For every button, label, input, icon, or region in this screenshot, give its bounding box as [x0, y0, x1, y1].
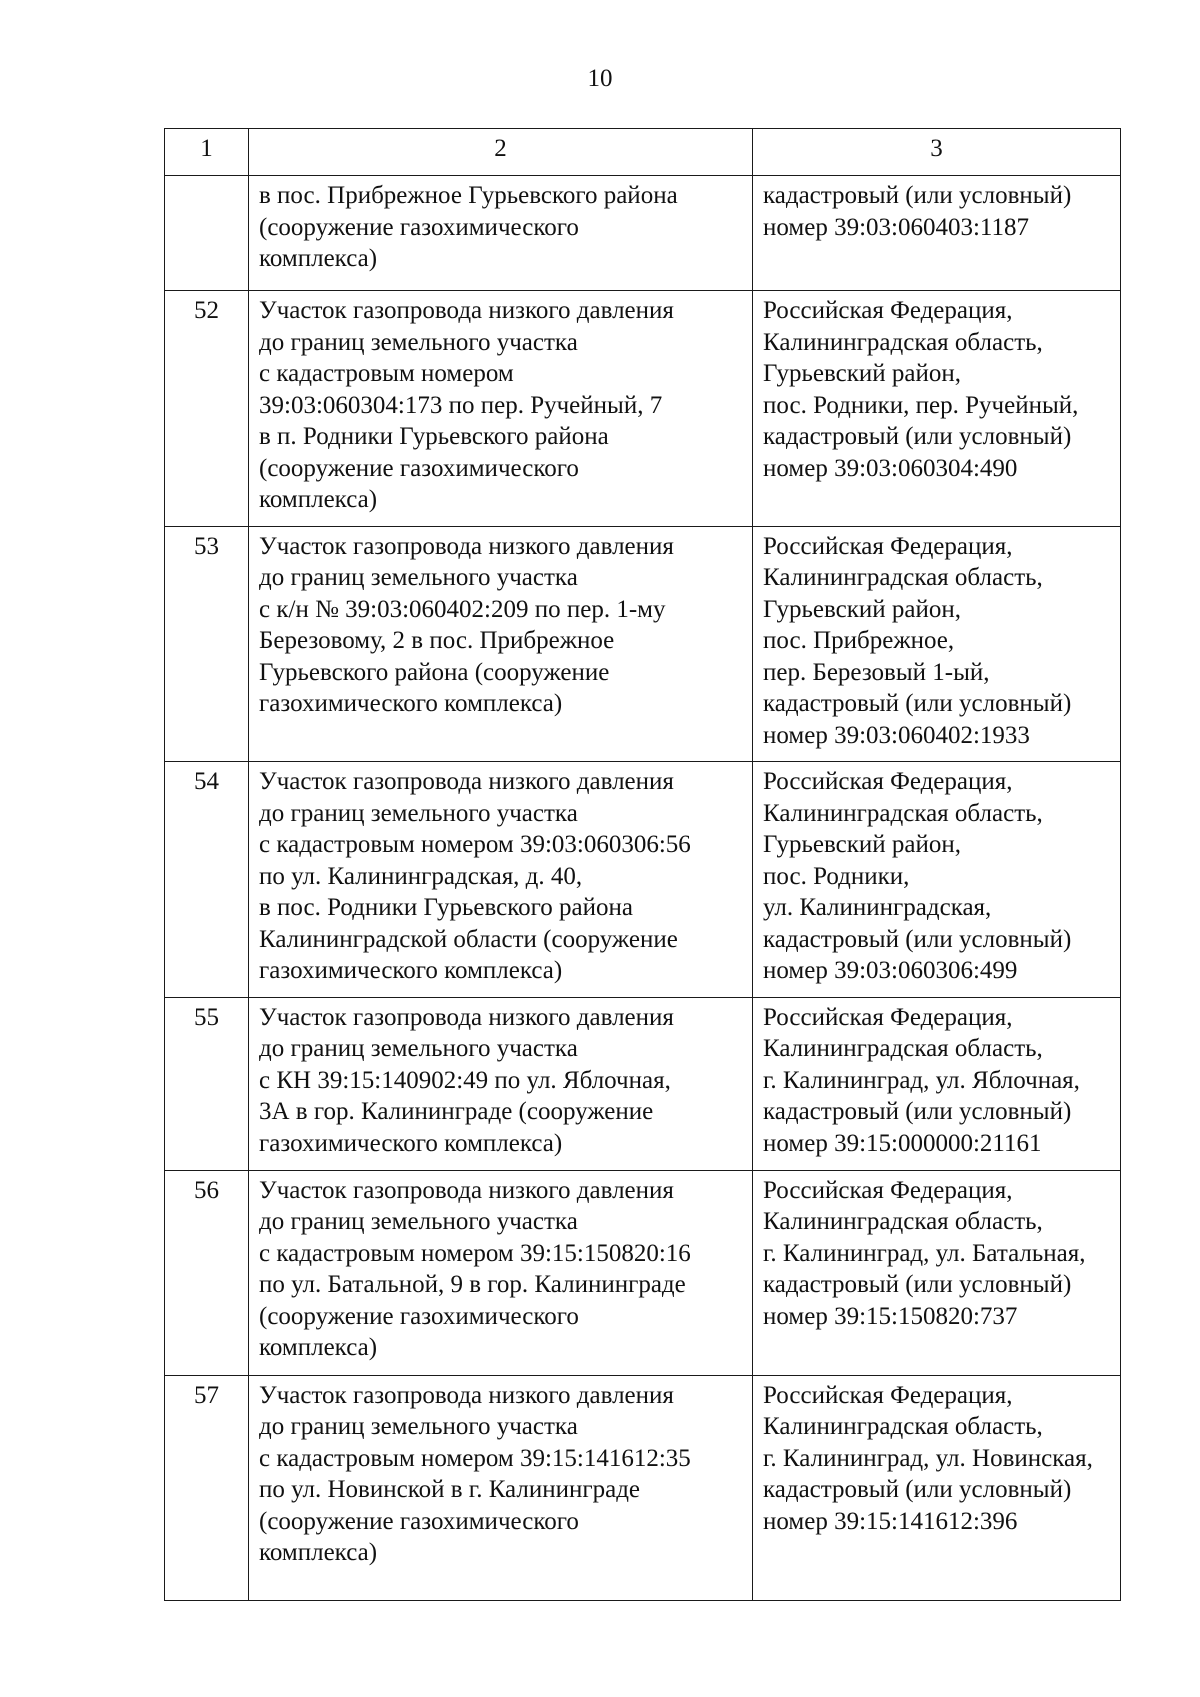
table-row: [165, 762, 1121, 998]
object-description: [249, 1170, 753, 1375]
object-description: [249, 762, 753, 998]
object-description-text: Участок газопровода низкого давления до границ земельного участка с к/н № 39:03:060402:209 по пер. 1-му Березовому, 2 в пос. Прибрежное Гурьевского района (сооружение газохимического комплекса): [259, 532, 674, 717]
table-row: [165, 526, 1121, 762]
row-number: [165, 176, 249, 291]
object-address: [753, 1375, 1121, 1600]
object-address: [753, 526, 1121, 762]
row-number: 54: [165, 762, 249, 998]
object-description: [249, 1375, 753, 1600]
table-row: [165, 1375, 1121, 1600]
object-address-text: Российская Федерация, Калининградская область, Гурьевский район, пос. Родники, пер. Ручейный, кадастровый (или условный) номер 39:03:060304:490: [763, 297, 1079, 482]
column-header-1: 1: [165, 129, 249, 176]
object-description: [249, 176, 753, 291]
object-address-text: Российская Федерация, Калининградская область, г. Калининград, ул. Батальная, кадастровый (или условный) номер 39:15:150820:737: [763, 1176, 1086, 1330]
object-address-text: кадастровый (или условный) номер 39:03:060403:1187: [763, 182, 1072, 241]
object-address: [753, 762, 1121, 998]
object-address-text: Российская Федерация, Калининградская область, г. Калининград, ул. Новинская, кадастровый (или условный) номер 39:15:141612:396: [763, 1381, 1093, 1535]
object-description-text: Участок газопровода низкого давления до границ земельного участка с КН 39:15:140902:49 по ул. Яблочная, 3А в гор. Калининграде (сооружение газохимического комплекса): [259, 1003, 674, 1157]
object-address: [753, 176, 1121, 291]
table-row: [165, 291, 1121, 527]
object-address: [753, 997, 1121, 1170]
object-address-text: Российская Федерация, Калининградская область, Гурьевский район, пос. Родники, ул. Калининградская, кадастровый (или условный) номер 39:03:060306:499: [763, 768, 1072, 984]
object-description-text: Участок газопровода низкого давления до границ земельного участка с кадастровым номером 39:03:060304:173 по пер. Ручейный, 7 в п. Родники Гурьевского района (сооружение газохимического комплекса): [259, 297, 674, 513]
table-row: [165, 1170, 1121, 1375]
object-description-text: в пос. Прибрежное Гурьевского района (сооружение газохимического комплекса): [259, 182, 678, 272]
object-description: [249, 526, 753, 762]
row-number: 56: [165, 1170, 249, 1375]
row-number: 55: [165, 997, 249, 1170]
row-number: 52: [165, 291, 249, 527]
object-description-text: Участок газопровода низкого давления до границ земельного участка с кадастровым номером 39:15:150820:16 по ул. Батальной, 9 в гор. Калининграде (сооружение газохимического комплекса): [259, 1176, 691, 1361]
row-number: 57: [165, 1375, 249, 1600]
object-description: [249, 997, 753, 1170]
object-description-text: Участок газопровода низкого давления до границ земельного участка с кадастровым номером 39:15:141612:35 по ул. Новинской в г. Калининграде (сооружение газохимического комплекса): [259, 1381, 691, 1566]
table-header-row: [165, 129, 1121, 176]
column-header-3: 3: [753, 129, 1121, 176]
page-number: 10: [587, 65, 613, 92]
object-address-text: Российская Федерация, Калининградская область, г. Калининград, ул. Яблочная, кадастровый (или условный) номер 39:15:000000:21161: [763, 1003, 1080, 1157]
object-address: [753, 291, 1121, 527]
row-number: 53: [165, 526, 249, 762]
object-address-text: Российская Федерация, Калининградская область, Гурьевский район, пос. Прибрежное, пер. Березовый 1-ый, кадастровый (или условный) номер 39:03:060402:1933: [763, 532, 1072, 749]
table-row: [165, 176, 1121, 291]
object-description: [249, 291, 753, 527]
object-address: [753, 1170, 1121, 1375]
objects-table: [164, 128, 1121, 1601]
table-row: [165, 997, 1121, 1170]
object-description-text: Участок газопровода низкого давления до границ земельного участка с кадастровым номером 39:03:060306:56 по ул. Калининградская, д. 40, в пос. Родники Гурьевского района Калининградской области (сооружение газохимического комплекса): [259, 768, 691, 984]
column-header-2: 2: [249, 129, 753, 176]
